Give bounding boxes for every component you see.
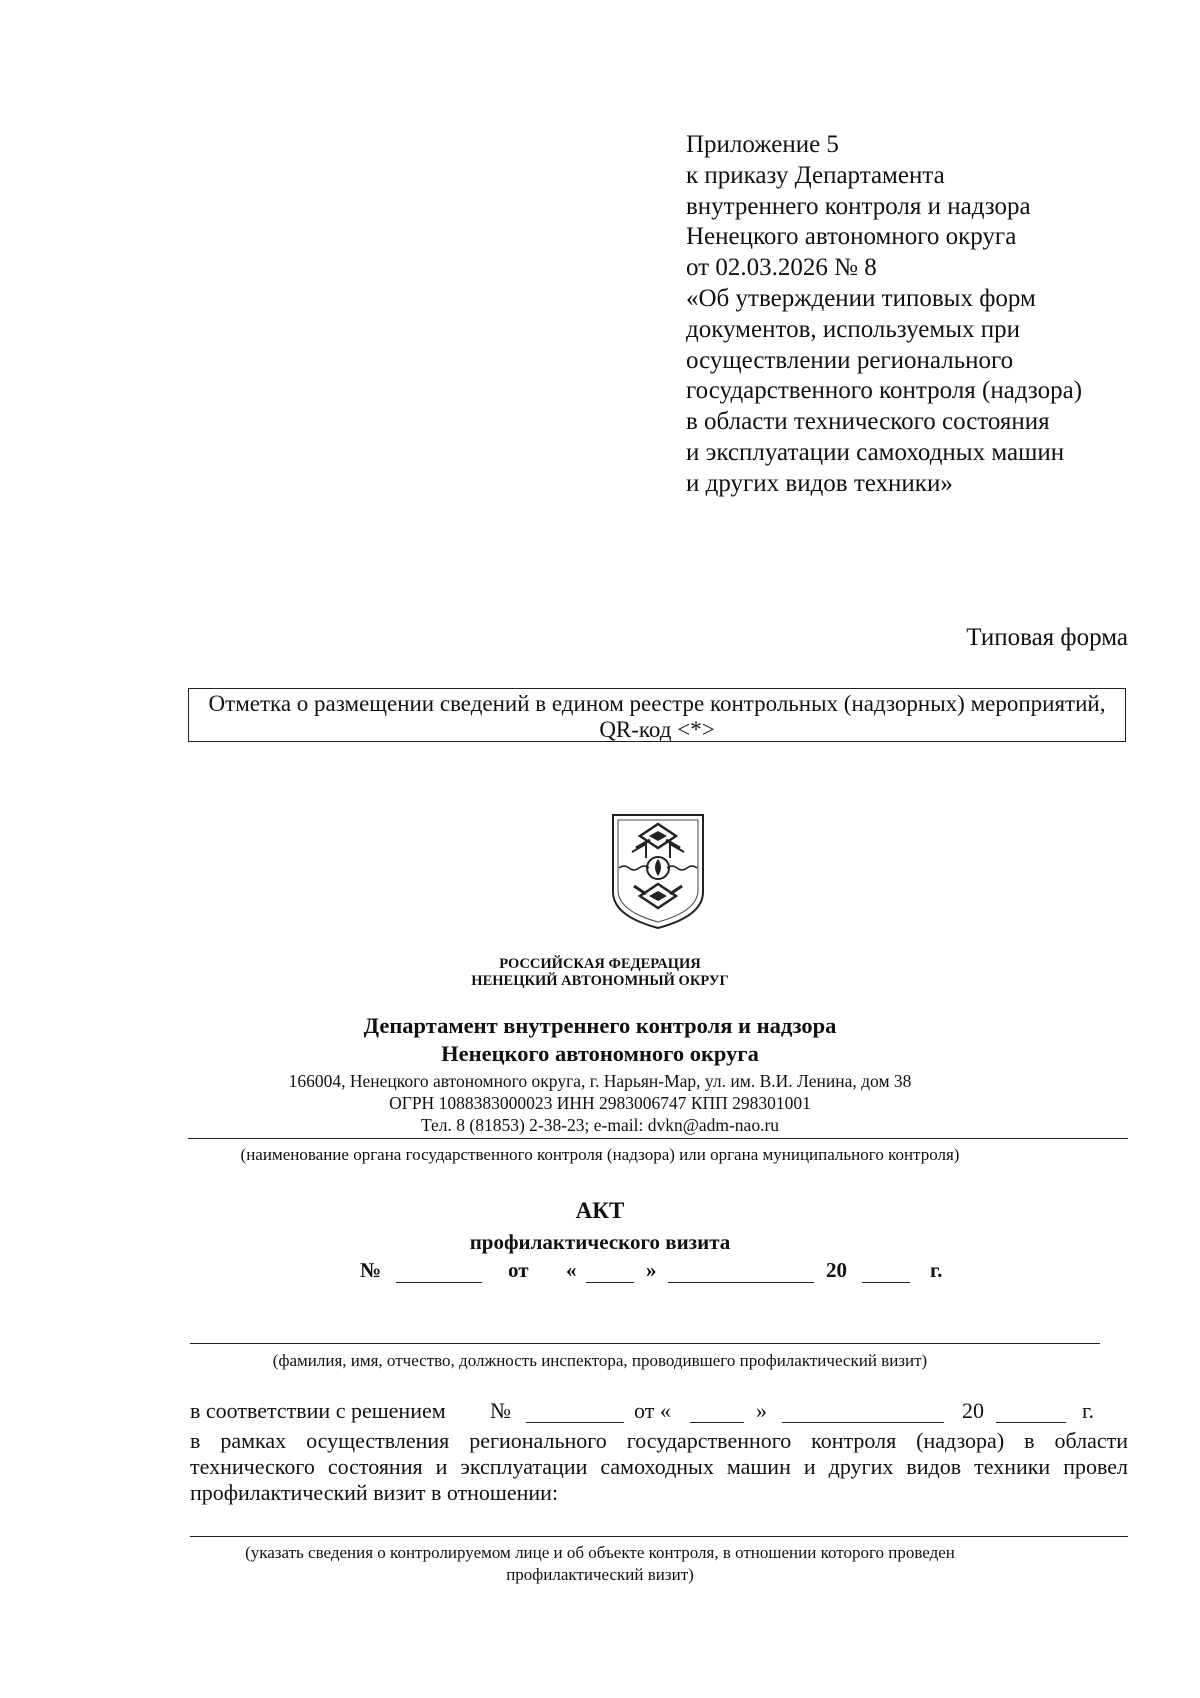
- appendix-line: документов, используемых при: [686, 315, 1021, 343]
- appendix-line: «Об утверждении типовых форм: [686, 284, 1036, 312]
- region-label: НЕНЕЦКИЙ АВТОНОМНЫЙ ОКРУГ: [471, 973, 729, 989]
- subject-field-line[interactable]: [190, 1536, 1128, 1537]
- act-title: АКТ: [575, 1198, 625, 1223]
- subject-caption-line2: профилактический визит): [506, 1565, 694, 1584]
- appendix-line: осуществлении регионального: [686, 346, 1014, 374]
- act-quote-open: «: [566, 1258, 577, 1282]
- department-name: [0, 1012, 1200, 1068]
- appendix-line: внутреннего контроля и надзора: [686, 192, 1031, 220]
- header-divider: [188, 1138, 1128, 1139]
- act-year-field[interactable]: [862, 1260, 910, 1283]
- appendix-block: [686, 130, 1186, 500]
- registry-mark-line1: Отметка о размещении сведений в едином реестре контрольных (надзорных) мероприятий,: [208, 691, 1106, 716]
- act-quote-close: »: [646, 1258, 657, 1282]
- form-type-label: Типовая форма: [966, 624, 1128, 651]
- act-number-label: №: [360, 1258, 382, 1282]
- department-name-line1: Департамент внутреннего контроля и надзора: [363, 1013, 837, 1038]
- act-number-field[interactable]: [396, 1260, 482, 1283]
- appendix-line: Приложение 5: [686, 131, 839, 158]
- decision-month-field[interactable]: [782, 1400, 944, 1423]
- appendix-line: и других видов техники»: [686, 469, 953, 497]
- act-year-suffix: г.: [930, 1258, 943, 1282]
- decision-year-suffix: г.: [1082, 1398, 1095, 1423]
- decision-number-label: №: [490, 1398, 511, 1423]
- department-address: 166004, Ненецкого автономного округа, г. Нарьян-Мар, ул. им. В.И. Ленина, дом 38: [288, 1071, 912, 1091]
- decision-year-prefix: 20: [962, 1398, 984, 1423]
- inspection-scope-text: в рамках осуществления регионального государственного контроля (надзора) в области технического состояния и эксплуатации самоходных машин и других видов техники провел профилактический визит в отношении:: [190, 1428, 1128, 1505]
- act-month-field[interactable]: [668, 1260, 814, 1283]
- appendix-line: в области технического состояния: [686, 408, 1050, 436]
- registry-mark-line2: QR-код <*>: [599, 717, 715, 742]
- act-from-label: от: [508, 1258, 529, 1282]
- department-contacts: Тел. 8 (81853) 2-38-23; e-mail: dvkn@adm-nao.ru: [420, 1115, 780, 1135]
- decision-prefix: в соответствии с решением: [190, 1398, 446, 1423]
- subject-caption-line1: (указать сведения о контролируемом лице и об объекте контроля, в отношении которого проведен: [245, 1543, 955, 1562]
- act-subtitle: профилактического визита: [469, 1230, 731, 1254]
- appendix-line: к приказу Департамента: [686, 161, 945, 189]
- inspector-field-line[interactable]: [190, 1343, 1100, 1344]
- decision-day-field[interactable]: [690, 1400, 744, 1423]
- act-day-field[interactable]: [586, 1260, 634, 1283]
- registry-mark-box: [188, 688, 1126, 742]
- department-requisites: [0, 1070, 1200, 1136]
- inspector-caption: (фамилия, имя, отчество, должность инспектора, проводившего профилактический визит): [272, 1351, 928, 1370]
- appendix-line: государственного контроля (надзора): [686, 377, 1083, 405]
- appendix-line: Ненецкого автономного округа: [686, 223, 1017, 251]
- appendix-line: и эксплуатации самоходных машин: [686, 438, 1065, 466]
- department-name-line2: Ненецкого автономного округа: [441, 1041, 759, 1066]
- decision-from-label: от «: [634, 1398, 671, 1423]
- decision-quote-close: »: [756, 1398, 767, 1423]
- department-ids: ОГРН 1088383000023 ИНН 2983006747 КПП 298301001: [389, 1093, 811, 1113]
- authority-caption: (наименование органа государственного контроля (надзора) или органа муниципального контроля): [240, 1145, 960, 1164]
- decision-number-field[interactable]: [526, 1400, 624, 1423]
- appendix-line: от 02.03.2026 № 8: [686, 254, 877, 282]
- decision-year-field[interactable]: [996, 1400, 1066, 1423]
- coat-of-arms-icon: [610, 812, 706, 930]
- act-year-prefix: 20: [826, 1258, 847, 1282]
- country-label: РОССИЙСКАЯ ФЕДЕРАЦИЯ: [499, 956, 701, 972]
